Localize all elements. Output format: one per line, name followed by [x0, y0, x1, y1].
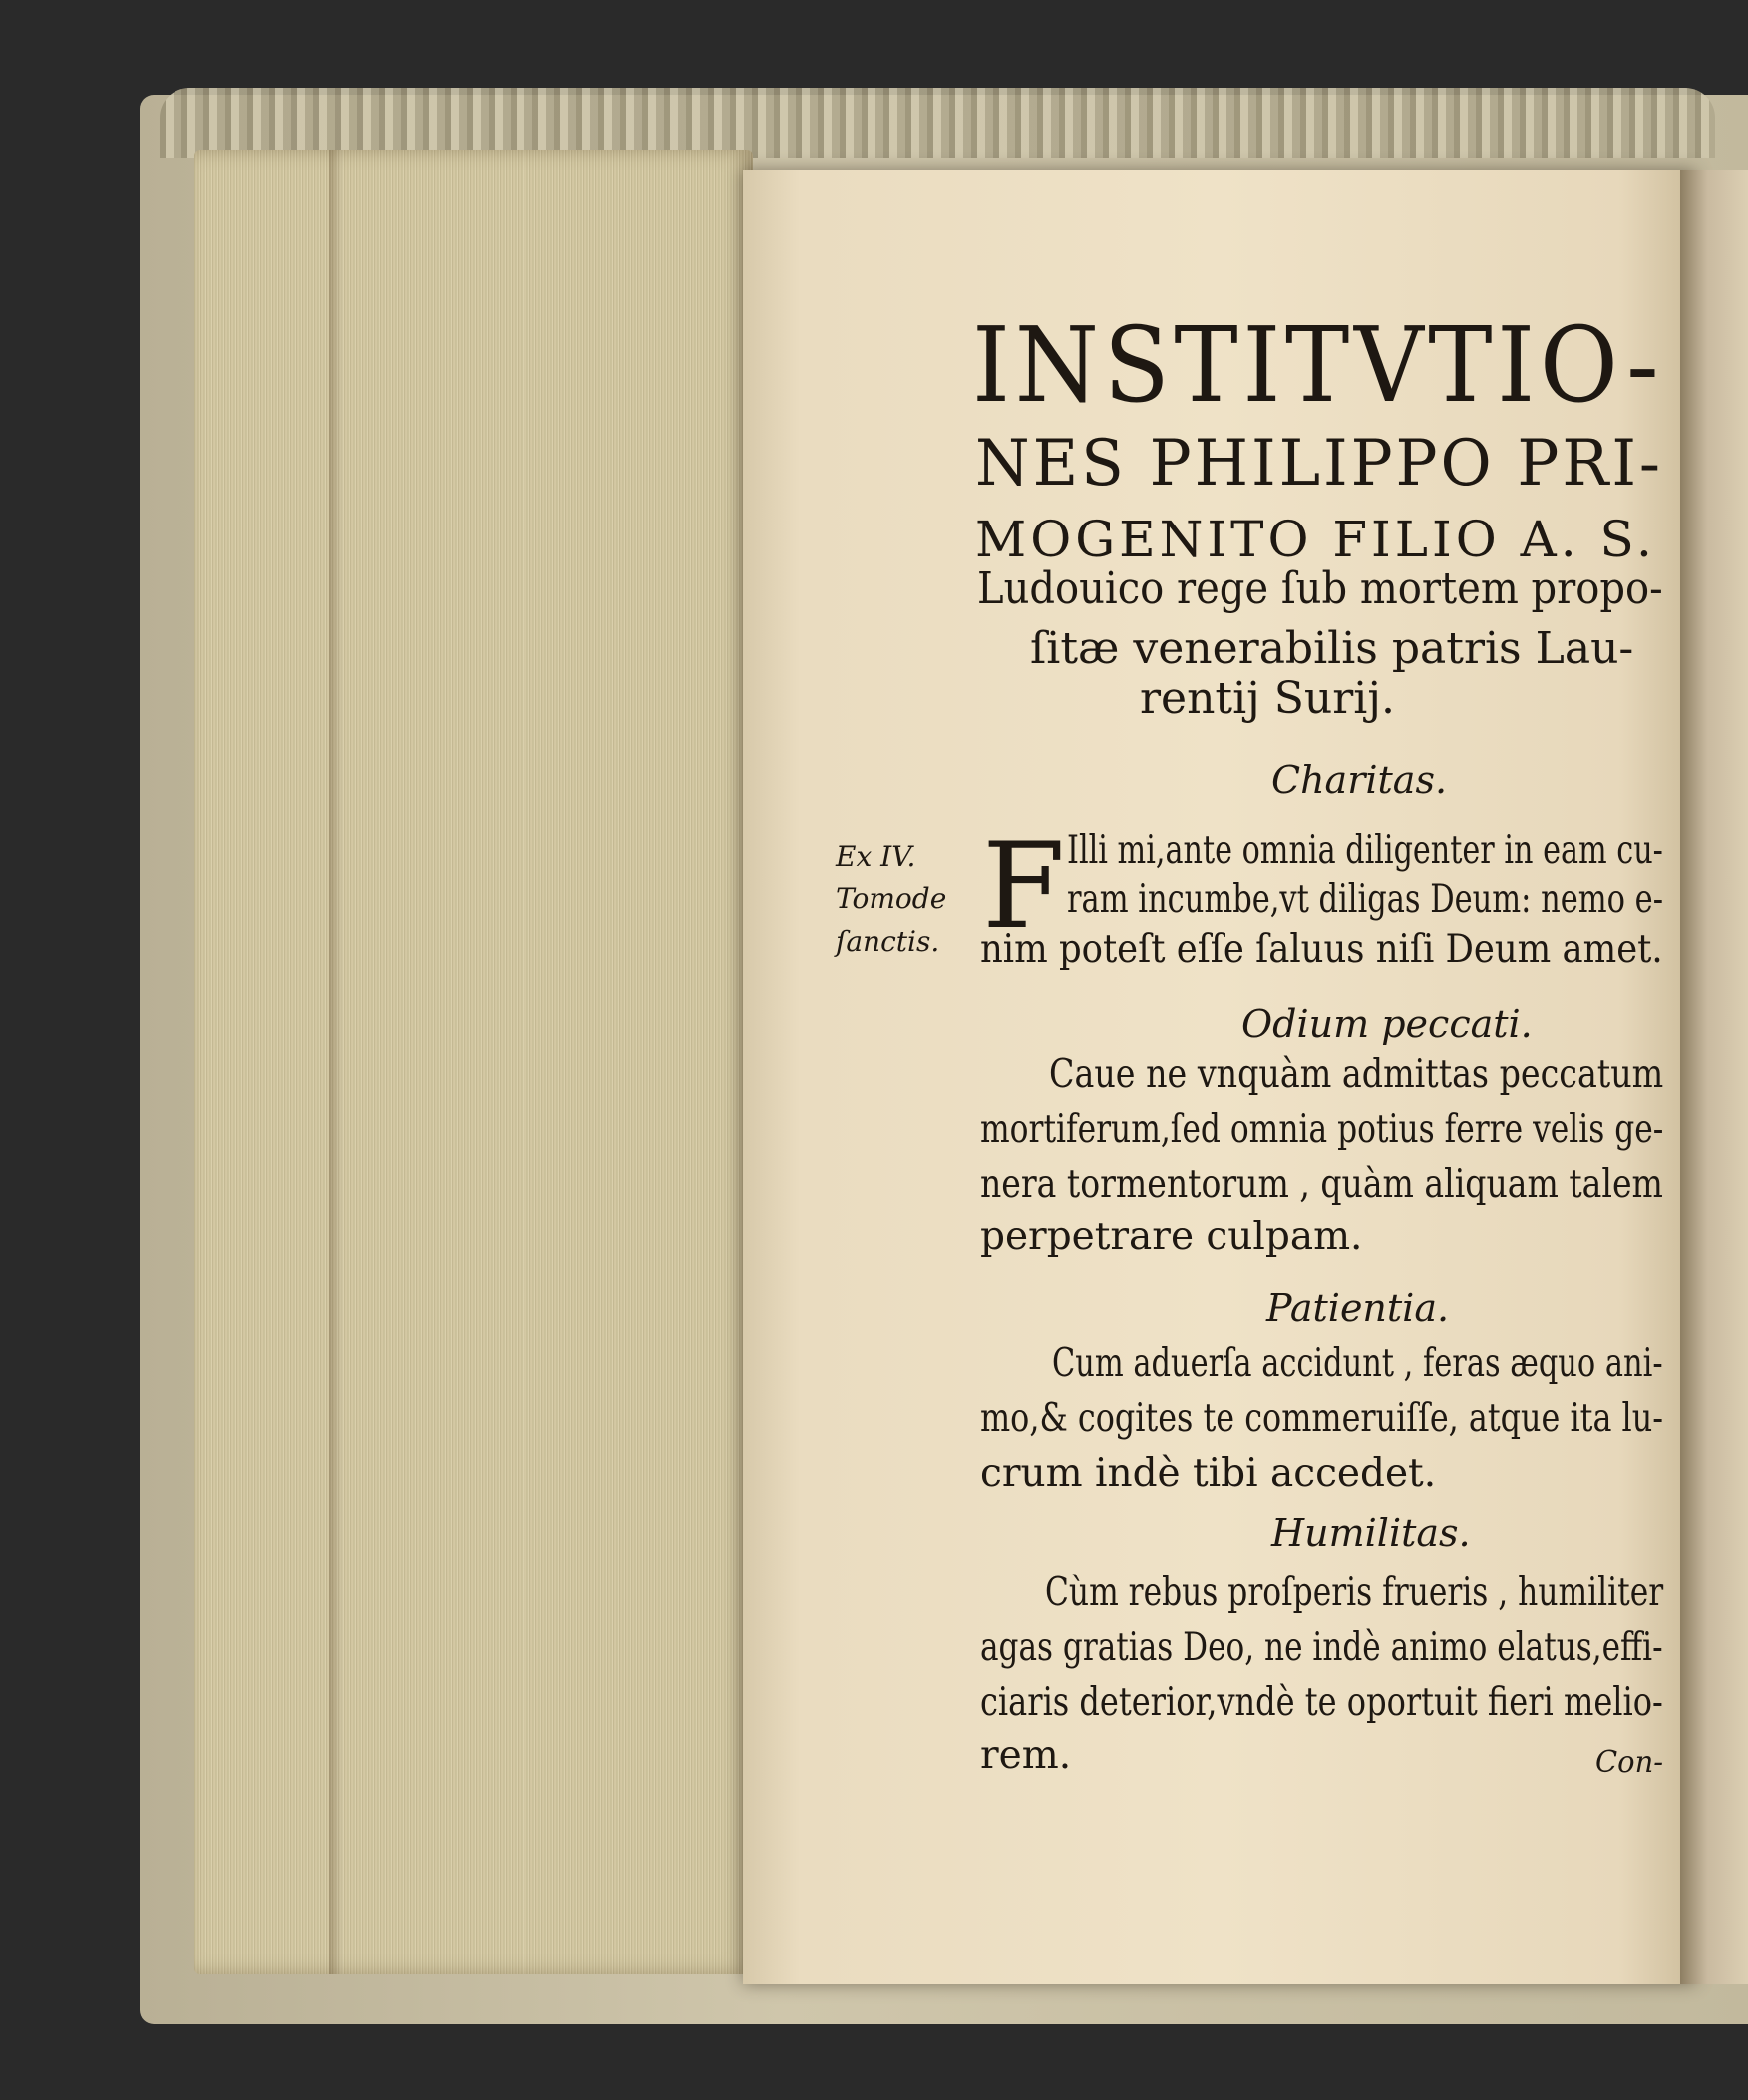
- page-title-line-1: INSTITVTIO-: [972, 304, 1664, 426]
- text-line: agas gratias Deo, ne indè animo elatus,effi-: [980, 1625, 1663, 1670]
- text-line: nera tormentorum , quàm aliquam talem: [980, 1162, 1663, 1207]
- text-line: Caue ne vnquàm admittas peccatum: [1049, 1052, 1664, 1097]
- page-edges: [194, 150, 753, 1974]
- text-line: perpetrare culpam.: [980, 1215, 1363, 1259]
- page-title-line-5: ſitæ venerabilis patris Lau-: [1030, 623, 1634, 674]
- book-spine-edge: [160, 88, 1715, 158]
- text-line: mo,& cogites te commeruiſſe, atque ita lu-: [980, 1396, 1663, 1441]
- margin-note-line: Tomode: [836, 882, 947, 915]
- page-title-line-6: rentij Surij.: [1140, 673, 1396, 724]
- section-heading: Patientia.: [1266, 1286, 1450, 1330]
- drop-cap: F: [982, 818, 1066, 956]
- text-line: Cum aduerſa accidunt , feras æquo ani-: [1052, 1341, 1663, 1386]
- margin-note-line: ſanctis.: [836, 925, 940, 958]
- text-line: ram incumbe,vt diligas Deum: nemo e-: [1067, 877, 1663, 922]
- text-line: Cùm rebus proſperis frueris , humiliter: [1045, 1571, 1664, 1615]
- text-line: ciaris deterior,vndè te oportuit fieri melio-: [980, 1680, 1663, 1725]
- section-heading: Humilitas.: [1271, 1511, 1471, 1555]
- page-title-line-3: MOGENITO FILIO A. S.: [975, 511, 1656, 568]
- section-heading: Odium peccati.: [1241, 1002, 1533, 1046]
- text-line: rem.: [980, 1733, 1072, 1778]
- facing-page-gutter: [1680, 170, 1748, 1984]
- page-title-line-4: Ludouico rege ſub mortem propo-: [977, 563, 1663, 614]
- text-line: crum indè tibi accedet.: [980, 1451, 1437, 1496]
- text-line: nim poteſt eſſe ſaluus niſi Deum amet.: [980, 927, 1663, 972]
- page-title-line-2: NES PHILIPPO PRI-: [975, 427, 1663, 501]
- text-line: mortiferum,ſed omnia potius ferre velis ge-: [980, 1107, 1664, 1152]
- section-heading: Charitas.: [1271, 758, 1448, 802]
- margin-note-line: Ex IV.: [836, 840, 916, 873]
- text-line: Illi mi,ante omnia diligenter in eam cu-: [1067, 828, 1663, 873]
- catchword: Con-: [1595, 1745, 1664, 1780]
- page-edges-divider: [329, 150, 343, 1974]
